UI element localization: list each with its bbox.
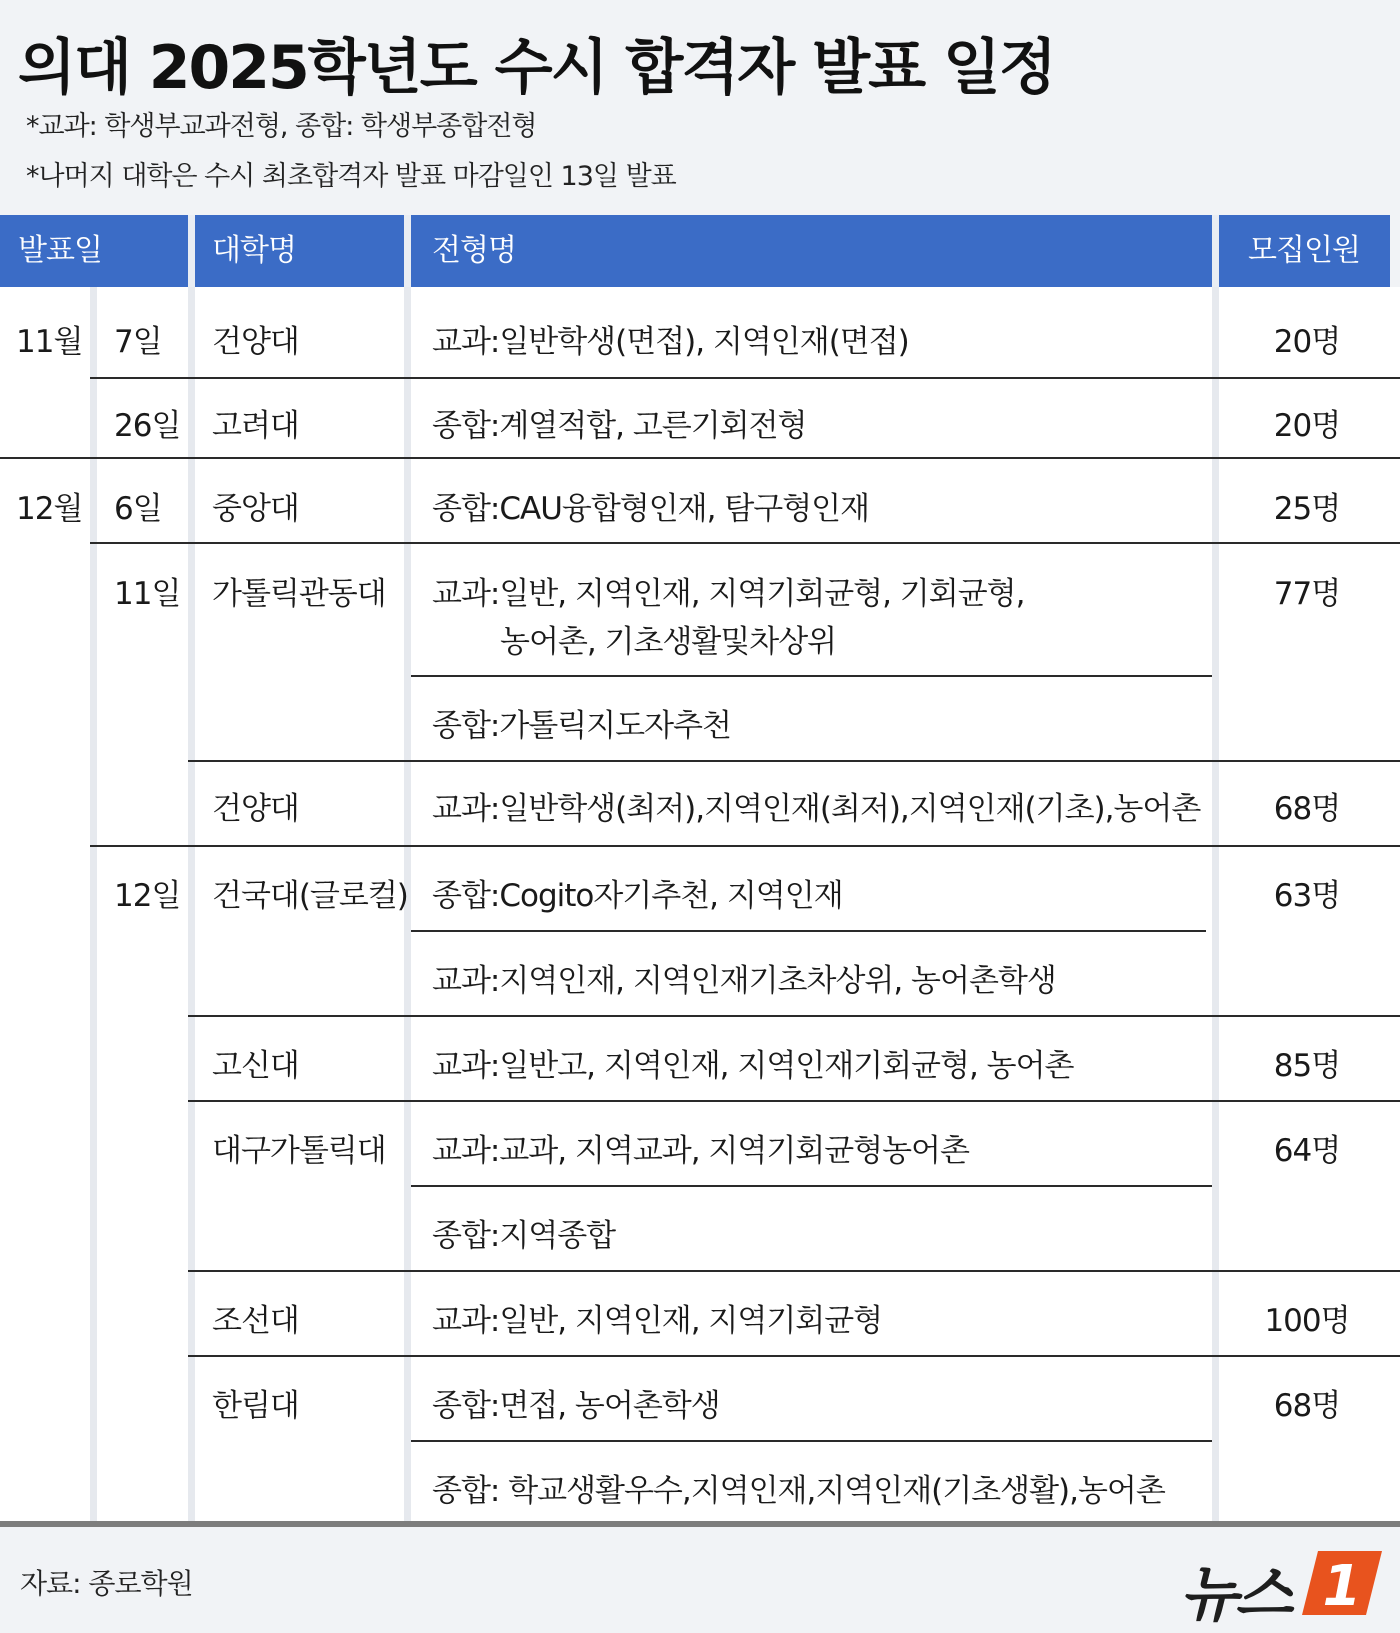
row-line bbox=[411, 1185, 1212, 1187]
quota-cell: 63명 bbox=[1273, 878, 1341, 914]
university-cell: 조선대 bbox=[212, 1303, 299, 1339]
row-line bbox=[188, 1015, 1400, 1017]
university-cell: 건양대 bbox=[212, 791, 299, 827]
column-divider bbox=[90, 287, 97, 1525]
source-credit: 자료: 종로학원 bbox=[20, 1567, 193, 1600]
month-cell: 11월 bbox=[16, 324, 83, 360]
day-cell: 26일 bbox=[114, 408, 181, 444]
note-abbreviation: *교과: 학생부교과전형, 종합: 학생부종합전형 bbox=[26, 111, 537, 142]
university-cell: 건국대(글로컬) bbox=[212, 878, 408, 914]
row-line bbox=[188, 760, 1400, 762]
day-cell: 11일 bbox=[114, 576, 181, 612]
row-line bbox=[188, 1100, 1400, 1102]
header-date: 발표일 bbox=[18, 233, 102, 268]
university-cell: 건양대 bbox=[212, 324, 299, 360]
admission-cell-continued: 농어촌, 기초생활및차상위 bbox=[500, 624, 837, 660]
admission-cell: 종합:CAU융합형인재, 탐구형인재 bbox=[432, 491, 870, 527]
row-line bbox=[90, 542, 1400, 544]
admission-cell: 종합:면접, 농어촌학생 bbox=[432, 1388, 720, 1424]
header-university: 대학명 bbox=[212, 233, 296, 268]
quota-cell: 68명 bbox=[1273, 1388, 1341, 1424]
table-header bbox=[0, 215, 1390, 287]
university-cell: 중앙대 bbox=[212, 491, 299, 527]
admission-cell: 종합:Cogito자기추천, 지역인재 bbox=[432, 878, 843, 914]
logo-mark-text: 1 bbox=[1322, 1554, 1362, 1619]
university-cell: 대구가톨릭대 bbox=[212, 1133, 386, 1169]
note-remaining: *나머지 대학은 수시 최초합격자 발표 마감일인 13일 발표 bbox=[26, 161, 676, 192]
university-cell: 고신대 bbox=[212, 1048, 299, 1084]
quota-cell: 64명 bbox=[1273, 1133, 1341, 1169]
row-line bbox=[90, 377, 1400, 379]
admission-cell: 교과:지역인재, 지역인재기초차상위, 농어촌학생 bbox=[432, 963, 1056, 999]
row-line bbox=[0, 457, 1400, 459]
day-cell: 12일 bbox=[114, 878, 181, 914]
column-divider bbox=[188, 287, 195, 1525]
admission-cell: 교과:일반, 지역인재, 지역기회균형, 기회균형, bbox=[432, 576, 1025, 612]
quota-cell: 85명 bbox=[1273, 1048, 1341, 1084]
quota-cell: 25명 bbox=[1273, 491, 1341, 527]
quota-cell: 77명 bbox=[1273, 576, 1341, 612]
page-title: 의대 2025학년도 수시 합격자 발표 일정 bbox=[18, 33, 1055, 103]
logo-text: 뉴스 bbox=[1180, 1560, 1290, 1630]
admission-cell: 종합:가톨릭지도자추천 bbox=[432, 708, 731, 744]
admission-cell: 종합:계열적합, 고른기회전형 bbox=[432, 408, 807, 444]
day-cell: 7일 bbox=[114, 324, 162, 360]
header-divider bbox=[188, 215, 195, 287]
university-cell: 한림대 bbox=[212, 1388, 299, 1424]
quota-cell: 20명 bbox=[1273, 324, 1341, 360]
admission-cell: 교과:교과, 지역교과, 지역기회균형농어촌 bbox=[432, 1133, 969, 1169]
news1-logo bbox=[1180, 1545, 1390, 1630]
row-line bbox=[188, 1270, 1400, 1272]
university-cell: 고려대 bbox=[212, 408, 299, 444]
admission-cell: 교과:일반학생(면접), 지역인재(면접) bbox=[432, 324, 909, 360]
header-admission: 전형명 bbox=[432, 233, 516, 268]
day-cell: 6일 bbox=[114, 491, 162, 527]
admission-cell: 교과:일반, 지역인재, 지역기회균형 bbox=[432, 1303, 883, 1339]
header-quota: 모집인원 bbox=[1248, 233, 1360, 268]
quota-cell: 100명 bbox=[1264, 1303, 1350, 1339]
row-line bbox=[188, 1355, 1400, 1357]
quota-cell: 20명 bbox=[1273, 408, 1341, 444]
row-line bbox=[411, 1440, 1212, 1442]
header-divider bbox=[1212, 215, 1219, 287]
admission-cell: 교과:일반고, 지역인재, 지역인재기회균형, 농어촌 bbox=[432, 1048, 1074, 1084]
month-column bbox=[0, 287, 90, 1525]
quota-cell: 68명 bbox=[1273, 791, 1341, 827]
header-divider bbox=[404, 215, 411, 287]
admission-cell: 교과:일반학생(최저),지역인재(최저),지역인재(기초),농어촌 bbox=[432, 791, 1201, 827]
admission-cell: 종합:지역종합 bbox=[432, 1218, 616, 1254]
university-cell: 가톨릭관동대 bbox=[212, 576, 386, 612]
row-line bbox=[411, 675, 1212, 677]
month-cell: 12월 bbox=[16, 491, 83, 527]
logo-mark-icon bbox=[1298, 1547, 1386, 1619]
column-divider bbox=[1212, 287, 1219, 1525]
row-line bbox=[90, 845, 1400, 847]
row-line bbox=[411, 930, 1206, 932]
admission-cell: 종합: 학교생활우수,지역인재,지역인재(기초생활),농어촌 bbox=[432, 1473, 1165, 1509]
